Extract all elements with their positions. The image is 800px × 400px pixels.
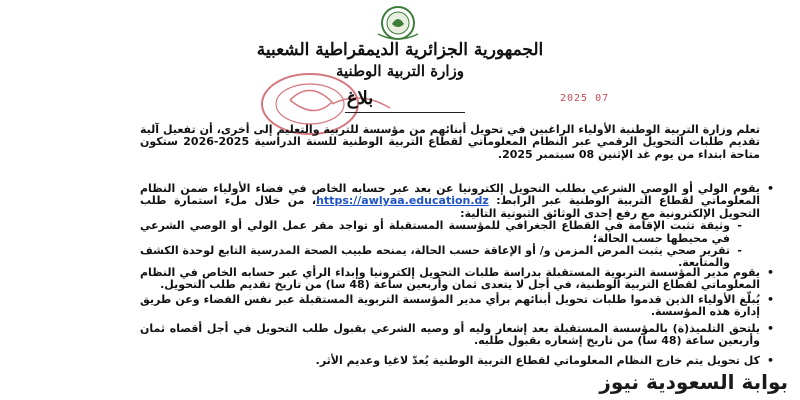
republic-header: الجمهورية الجزائرية الديمقراطية الشعبية bbox=[256, 40, 544, 60]
step-1-text-a: يقوم الولي أو الوصي الشرعي بطلب التحويل إلكترونيا عن بعد عبر حسابه الخاص في فضاء الأولياء ضمن النظام المعلوماتي لقطاع التربية الوطنية عبر الرابط: bbox=[140, 182, 760, 208]
document-date: 2025 07 bbox=[560, 93, 610, 104]
step-5-paragraph bbox=[140, 354, 774, 367]
step-1-text-b: ، من خلال ملء استمارة طلب التحويل الإلكترونية مع رفع إحدى الوثائق الثبوتية التالية: bbox=[140, 194, 760, 220]
parents-portal-link[interactable]: https://awlyaa.education.dz bbox=[316, 194, 489, 208]
ministry-header: وزارة التربية الوطنية bbox=[335, 62, 464, 80]
step-1-paragraph bbox=[140, 182, 774, 270]
algeria-emblem-icon bbox=[368, 4, 428, 42]
bullet-icon: • bbox=[766, 182, 774, 195]
bullet-icon: • bbox=[766, 293, 774, 306]
bullet-icon: • bbox=[766, 354, 774, 367]
step-3-text: يُبلّغ الأولياء الذين قدموا طلبات تحويل أبنائهم برأي مدير المؤسسة التربوية المستقبلة عبر نفس الفضاء وعن طريق إدارة هذه المؤسسة. bbox=[140, 293, 760, 319]
site-watermark: بوابة السعودية نيوز bbox=[599, 370, 788, 394]
intro-paragraph: تعلم وزارة التربية الوطنية الأولياء الراغبين في تحويل أبنائهم من مؤسسة للتربية والتعليم إلى أخرى، أن تفعيل آلية تقديم طلبات التحويل الرقمي عبر النظام المعلوماتي لقطاع التربية الوطنية للسنة الدراسية 2025-2026 ستكون متاحة ابتداء من يوم غد الإثنين 08 سبتمبر 2025. bbox=[140, 123, 760, 161]
step-3-paragraph bbox=[140, 293, 774, 319]
step-2-paragraph bbox=[140, 266, 774, 292]
dash-bullet-icon: - bbox=[737, 244, 742, 258]
step-5-text: كل تحويل يتم خارج النظام المعلوماتي لقطاع التربية الوطنية يُعدّ لاغيا وعديم الأثر. bbox=[315, 354, 760, 367]
step-4-text: يلتحق التلميذ(ة) بالمؤسسة المستقبلة بعد إشعار وليه أو وصيه الشرعي بقبول طلب التحويل في أجل أقصاه ثمان وأربعين ساعة (48 سا) من تاريخ إشعاره بقبول طلبه. bbox=[140, 322, 760, 348]
document-title: بلاغ bbox=[346, 88, 374, 109]
subitem-residence-text: وثيقة تثبت الإقامة في القطاع الجغرافي للمؤسسة المستقبلة أو تواجد مقر عمل الولي أو الوصي الشرعي في محيطها حسب الحالة؛ bbox=[140, 219, 730, 245]
step-4-paragraph bbox=[140, 322, 774, 348]
bullet-icon: • bbox=[766, 322, 774, 335]
dash-bullet-icon: - bbox=[737, 219, 742, 233]
step-2-text: يقوم مدير المؤسسة التربوية المستقبلة بدراسة طلبات التحويل إلكترونيا وإبداء الرأي عبر حسابه الخاص في النظام المعلوماتي لقطاع التربية الوطنية، في أجل لا يتعدى ثمان وأربعين ساعة (48 سا) من تاريخ تقديم طلب التحويل. bbox=[140, 266, 760, 292]
bullet-icon: • bbox=[766, 266, 774, 279]
title-underline bbox=[345, 112, 465, 113]
list-item bbox=[140, 220, 760, 245]
subitem-medical-text: تقرير صحي يثبت المرض المزمن و/ أو الإعاقة حسب الحالة، يمنحه طبيب الصحة المدرسية التابع لوحدة الكشف والمتابعة. bbox=[140, 244, 730, 270]
